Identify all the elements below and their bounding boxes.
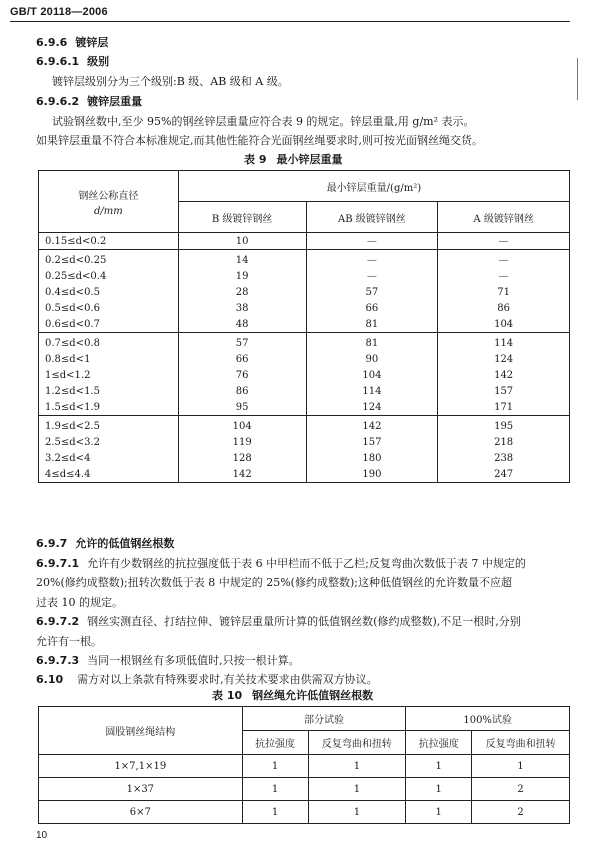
paragraph-zinc-weight: 试验钢丝数中,至少 95%的钢丝锌层重量应符合表 9 的规定。锌层重量,用 g/m² 表示。: [52, 115, 475, 128]
header-zinc-weight: 最小锌层重量/(g/m²): [178, 171, 569, 202]
diameter-cell: 0.6≤d<0.7: [39, 316, 179, 333]
diameter-cell: 1≤d<1.2: [39, 367, 179, 383]
paragraph-6-9-7-3: 6.9.7.3 当同一根钢丝有多项低值时,只按一根计算。: [36, 654, 300, 667]
partial-bend-cell: 1: [308, 801, 406, 824]
margin-mark: [577, 58, 578, 100]
b-grade-cell: 76: [178, 367, 306, 383]
paragraph-6-9-7-1-line1: 6.9.7.1 允许有少数钢丝的抗拉强度低于表 6 中甲栏而不低于乙栏;反复弯曲次数低于表 7 中规定的: [36, 557, 526, 570]
ab-grade-cell: —: [306, 233, 438, 250]
partial-tensile-cell: 1: [242, 755, 308, 778]
structure-cell: 1×7,1×19: [39, 755, 243, 778]
diameter-cell: 0.2≤d<0.25: [39, 250, 179, 269]
header-partial-tensile: 抗拉强度: [242, 731, 308, 755]
paragraph-6-9-7-2-line2: 允许有一根。: [36, 635, 102, 648]
a-grade-cell: 124: [438, 351, 570, 367]
b-grade-cell: 95: [178, 399, 306, 416]
a-grade-cell: 142: [438, 367, 570, 383]
header-rule: [10, 21, 570, 22]
a-grade-cell: 171: [438, 399, 570, 416]
diameter-cell: 1.2≤d<1.5: [39, 383, 179, 399]
ab-grade-cell: —: [306, 268, 438, 284]
table-row: [39, 316, 570, 333]
paragraph-6-9-7-2-line1: 6.9.7.2 钢丝实测直径、打结拉伸、镀锌层重量所计算的低值钢丝数(修约成整数),不足一根时,分别: [36, 615, 521, 628]
section-6-9-7: 6.9.7 允许的低值钢丝根数: [36, 537, 175, 550]
b-grade-cell: 28: [178, 284, 306, 300]
table-row: [39, 383, 570, 399]
diameter-cell: 0.4≤d<0.5: [39, 284, 179, 300]
section-6-9-6-1: 6.9.6.1 级别: [36, 55, 110, 68]
ab-grade-cell: 81: [306, 316, 438, 333]
ab-grade-cell: 57: [306, 284, 438, 300]
b-grade-cell: 142: [178, 466, 306, 483]
section-6-9-6: 6.9.6 镀锌层: [36, 36, 109, 49]
diameter-cell: 3.2≤d<4: [39, 450, 179, 466]
header-a-grade: A 级镀锌钢丝: [438, 202, 570, 233]
ab-grade-cell: —: [306, 250, 438, 269]
table-row: [39, 416, 570, 435]
table-row: [39, 801, 570, 824]
b-grade-cell: 86: [178, 383, 306, 399]
header-ab-grade: AB 级镀锌钢丝: [306, 202, 438, 233]
table-row: [39, 778, 570, 801]
diameter-cell: 0.8≤d<1: [39, 351, 179, 367]
a-grade-cell: —: [438, 250, 570, 269]
structure-cell: 1×37: [39, 778, 243, 801]
header-partial-bend: 反复弯曲和扭转: [308, 731, 406, 755]
b-grade-cell: 66: [178, 351, 306, 367]
table-row: [39, 399, 570, 416]
ab-grade-cell: 190: [306, 466, 438, 483]
full-bend-cell: 2: [472, 801, 570, 824]
diameter-cell: 2.5≤d<3.2: [39, 434, 179, 450]
partial-tensile-cell: 1: [242, 778, 308, 801]
a-grade-cell: 104: [438, 316, 570, 333]
structure-cell: 6×7: [39, 801, 243, 824]
b-grade-cell: 119: [178, 434, 306, 450]
b-grade-cell: 104: [178, 416, 306, 435]
page-number: 10: [36, 830, 48, 841]
full-tensile-cell: 1: [406, 801, 472, 824]
table-row: [39, 284, 570, 300]
table-row: [39, 300, 570, 316]
full-bend-cell: 2: [472, 778, 570, 801]
standard-code: GB/T 20118—2006: [10, 6, 108, 18]
table-row: [39, 351, 570, 367]
ab-grade-cell: 114: [306, 383, 438, 399]
diameter-cell: 0.15≤d<0.2: [39, 233, 179, 250]
header-full-tensile: 抗拉强度: [406, 731, 472, 755]
full-bend-cell: 1: [472, 755, 570, 778]
ab-grade-cell: 180: [306, 450, 438, 466]
ab-grade-cell: 90: [306, 351, 438, 367]
ab-grade-cell: 81: [306, 333, 438, 352]
header-partial-test: 部分试验: [242, 707, 406, 731]
diameter-cell: 4≤d≤4.4: [39, 466, 179, 483]
partial-bend-cell: 1: [308, 778, 406, 801]
ab-grade-cell: 124: [306, 399, 438, 416]
table-row: [39, 233, 570, 250]
header-diameter: 钢丝公称直径 d/mm: [39, 171, 179, 233]
header-rope-structure: 圆股钢丝绳结构: [39, 707, 243, 755]
b-grade-cell: 128: [178, 450, 306, 466]
ab-grade-cell: 66: [306, 300, 438, 316]
ab-grade-cell: 104: [306, 367, 438, 383]
ab-grade-cell: 142: [306, 416, 438, 435]
table-9-caption: 表 9 最小锌层重量: [244, 153, 343, 166]
table-row: [39, 450, 570, 466]
table-row: [39, 250, 570, 269]
diameter-cell: 1.5≤d<1.9: [39, 399, 179, 416]
full-tensile-cell: 1: [406, 778, 472, 801]
diameter-cell: 0.7≤d<0.8: [39, 333, 179, 352]
table-row: [39, 268, 570, 284]
a-grade-cell: 218: [438, 434, 570, 450]
table-9: [38, 170, 570, 483]
partial-tensile-cell: 1: [242, 801, 308, 824]
a-grade-cell: 71: [438, 284, 570, 300]
header-b-grade: B 级镀锌钢丝: [178, 202, 306, 233]
table-row: [39, 755, 570, 778]
ab-grade-cell: 157: [306, 434, 438, 450]
a-grade-cell: 238: [438, 450, 570, 466]
diameter-cell: 1.9≤d<2.5: [39, 416, 179, 435]
paragraph-6-9-7-1-line2: 20%(修约成整数);扭转次数低于表 8 中规定的 25%(修约成整数);这种低值钢丝的允许数量不应超: [36, 576, 512, 589]
paragraph-delivery: 如果锌层重量不符合本标准规定,而其他性能符合光面钢丝绳要求时,则可按光面钢丝绳交货。: [36, 134, 483, 147]
diameter-cell: 0.25≤d<0.4: [39, 268, 179, 284]
full-tensile-cell: 1: [406, 755, 472, 778]
section-6-9-6-2: 6.9.6.2 镀锌层重量: [36, 95, 143, 108]
a-grade-cell: 86: [438, 300, 570, 316]
diameter-cell: 0.5≤d<0.6: [39, 300, 179, 316]
a-grade-cell: —: [438, 268, 570, 284]
table-row: [39, 333, 570, 352]
paragraph-6-9-7-1-line3: 过表 10 的规定。: [36, 596, 123, 609]
a-grade-cell: —: [438, 233, 570, 250]
b-grade-cell: 48: [178, 316, 306, 333]
table-row: [39, 434, 570, 450]
b-grade-cell: 38: [178, 300, 306, 316]
partial-bend-cell: 1: [308, 755, 406, 778]
a-grade-cell: 157: [438, 383, 570, 399]
header-full-test: 100%试验: [406, 707, 570, 731]
table-10: [38, 706, 570, 824]
table-row: [39, 367, 570, 383]
a-grade-cell: 195: [438, 416, 570, 435]
paragraph-6-10: 6.10 需方对以上条款有特殊要求时,有关技术要求由供需双方协议。: [36, 673, 378, 686]
a-grade-cell: 114: [438, 333, 570, 352]
b-grade-cell: 14: [178, 250, 306, 269]
b-grade-cell: 57: [178, 333, 306, 352]
paragraph-levels: 镀锌层级别分为三个级别:B 级、AB 级和 A 级。: [52, 75, 289, 88]
table-10-caption: 表 10 钢丝绳允许低值钢丝根数: [212, 689, 374, 702]
b-grade-cell: 10: [178, 233, 306, 250]
header-full-bend: 反复弯曲和扭转: [472, 731, 570, 755]
table-row: [39, 466, 570, 483]
a-grade-cell: 247: [438, 466, 570, 483]
b-grade-cell: 19: [178, 268, 306, 284]
